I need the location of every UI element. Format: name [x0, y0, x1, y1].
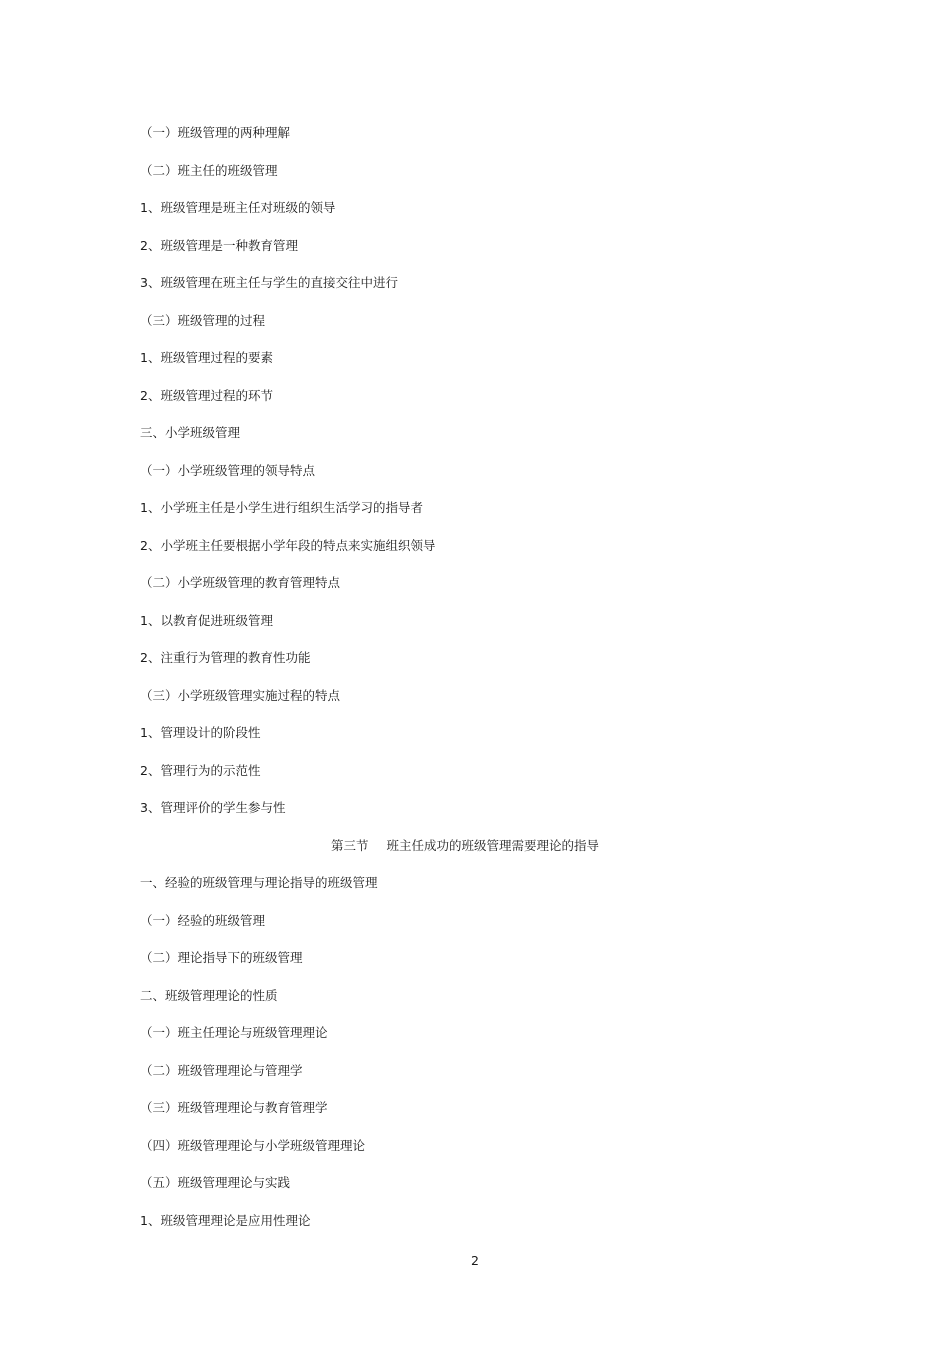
outline-line: 2、班级管理过程的环节 — [140, 387, 273, 403]
outline-line: 2、班级管理是一种教育管理 — [140, 237, 298, 253]
outline-line: 1、班级管理过程的要素 — [140, 350, 273, 365]
outline-line: （三）班级管理理论与教育管理学 — [140, 1100, 328, 1115]
section-heading — [140, 835, 790, 873]
outline-line: 2、小学班主任要根据小学年段的特点来实施组织领导 — [140, 537, 436, 553]
section-number: 第三节 — [330, 837, 369, 853]
outline-line: 二、班级管理理论的性质 — [140, 987, 278, 1003]
outline-line: （二）班级管理理论与管理学 — [140, 1062, 303, 1078]
outline-line: （二）小学班级管理的教育管理特点 — [140, 575, 341, 590]
outline-line: （一）班级管理的两种理解 — [140, 125, 291, 140]
outline-line: 1、以教育促进班级管理 — [140, 612, 273, 628]
outline-line: （一）经验的班级管理 — [140, 912, 266, 928]
outline-line: 1、小学班主任是小学生进行组织生活学习的指导者 — [140, 500, 423, 515]
outline-line: 三、小学班级管理 — [140, 425, 241, 440]
outline-line: 1、管理设计的阶段性 — [140, 725, 261, 740]
outline-line: （一）小学班级管理的领导特点 — [140, 462, 316, 478]
outline-line: （一）班主任理论与班级管理理论 — [140, 1025, 328, 1040]
outline-line: 1、班级管理是班主任对班级的领导 — [140, 200, 336, 215]
outline-line: 2、注重行为管理的教育性功能 — [140, 650, 311, 665]
outline-line: 2、管理行为的示范性 — [140, 762, 261, 778]
outline-line: （三）小学班级管理实施过程的特点 — [140, 687, 341, 703]
section-title: 班主任成功的班级管理需要理论的指导 — [386, 837, 600, 853]
outline-line: 3、管理评价的学生参与性 — [140, 800, 286, 815]
outline-line: 一、经验的班级管理与理论指导的班级管理 — [140, 875, 378, 890]
outline-line: 1、班级管理理论是应用性理论 — [140, 1212, 311, 1228]
outline-list — [140, 122, 820, 1247]
outline-line: （五）班级管理理论与实践 — [140, 1175, 291, 1190]
outline-line: （四）班级管理理论与小学班级管理理论 — [140, 1137, 366, 1153]
outline-line: 3、班级管理在班主任与学生的直接交往中进行 — [140, 275, 398, 290]
page-number: 2 — [471, 1253, 479, 1268]
outline-line: （三）班级管理的过程 — [140, 312, 266, 328]
outline-line: （二）理论指导下的班级管理 — [140, 950, 303, 965]
outline-line: （二）班主任的班级管理 — [140, 162, 278, 178]
